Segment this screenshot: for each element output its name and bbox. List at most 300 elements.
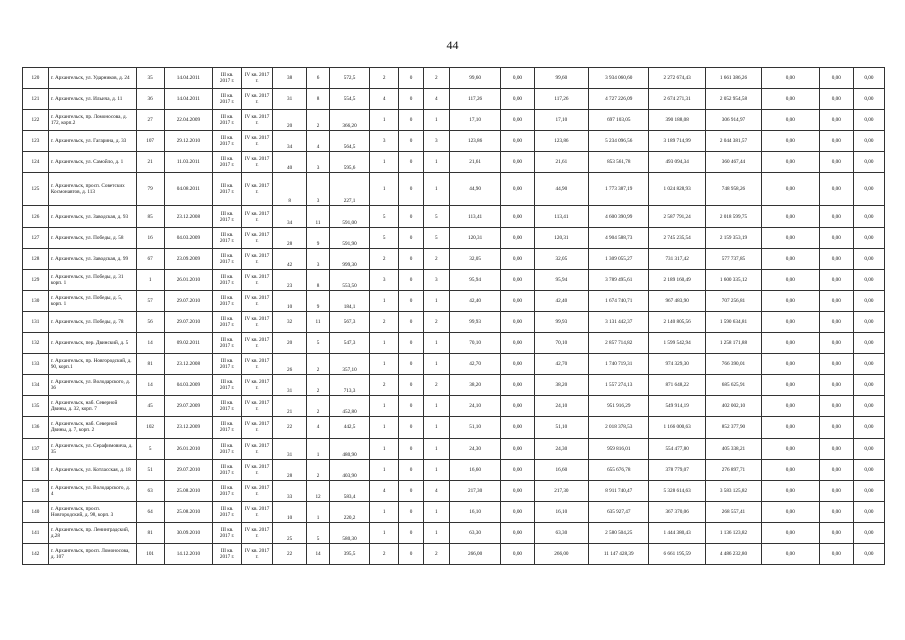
amount-cell: 0,00 xyxy=(761,480,819,501)
amount-cell: 0,00 xyxy=(819,354,853,375)
date-cell: 04.03.2009 xyxy=(164,375,213,396)
amount-cell: 0,00 xyxy=(761,417,819,438)
area-total-cell: 113,41 xyxy=(449,206,501,227)
value-cell: 9 xyxy=(307,227,330,248)
start-quarter-cell: III кв. 2017 г. xyxy=(213,68,242,89)
row-number-cell: 142 xyxy=(23,543,49,564)
address-cell: г. Архангельск, ул. Победы, д. 31 корп. 1 xyxy=(48,269,136,290)
value-cell: 1 xyxy=(307,501,330,522)
value-cell: 2 xyxy=(307,396,330,417)
count-cell: 1 xyxy=(423,396,449,417)
amount-cell: 853 561,78 xyxy=(589,152,649,173)
start-quarter-cell: III кв. 2017 г. xyxy=(213,173,242,206)
value-cell: 26 xyxy=(273,354,307,375)
area-cell: 0,00 xyxy=(501,311,534,332)
area-cell: 0,00 xyxy=(501,206,534,227)
date-cell: 14.04.2011 xyxy=(164,89,213,110)
area-cell: 0,00 xyxy=(501,522,534,543)
area-total-cell: 24,10 xyxy=(449,396,501,417)
value-cell: 22 xyxy=(273,417,307,438)
area-total-cell: 123,86 xyxy=(449,131,501,152)
amount-cell: 3 131 442,37 xyxy=(589,311,649,332)
area-cell: 123,86 xyxy=(534,131,589,152)
count-cell: 2 xyxy=(370,68,399,89)
area-total-cell: 16,60 xyxy=(449,459,501,480)
area-total-cell: 21,61 xyxy=(449,152,501,173)
area-cell: 220,2 xyxy=(329,501,369,522)
count-cell: 5 xyxy=(423,206,449,227)
table-row xyxy=(23,110,885,131)
table-row xyxy=(23,152,885,173)
area-total-cell: 99,60 xyxy=(449,68,501,89)
amount-cell: 0,00 xyxy=(819,438,853,459)
area-cell: 553,50 xyxy=(329,269,369,290)
area-total-cell: 95,94 xyxy=(449,269,501,290)
date-cell: 30.09.2010 xyxy=(164,522,213,543)
address-cell: г. Архангельск, ул. Заводская, д. 99 xyxy=(48,248,136,269)
amount-cell: 390 188,08 xyxy=(649,110,706,131)
page-number: 44 xyxy=(446,38,459,52)
amount-cell: 0,00 xyxy=(761,173,819,206)
amount-cell: 4 486 232,80 xyxy=(706,543,762,564)
amount-cell: 0,00 xyxy=(761,396,819,417)
end-quarter-cell: IV кв. 2017 г. xyxy=(242,522,273,543)
address-cell: г. Архангельск, ул. Победы, д. 58 xyxy=(48,227,136,248)
area-total-cell: 32,05 xyxy=(449,248,501,269)
table-row xyxy=(23,417,885,438)
start-quarter-cell: III кв. 2017 г. xyxy=(213,480,242,501)
table-row xyxy=(23,227,885,248)
area-cell: 591,90 xyxy=(329,227,369,248)
area-cell: 595,6 xyxy=(329,152,369,173)
amount-cell: 3 189 714,99 xyxy=(649,131,706,152)
count-cell: 4 xyxy=(423,480,449,501)
end-quarter-cell: IV кв. 2017 г. xyxy=(242,110,273,131)
start-quarter-cell: III кв. 2017 г. xyxy=(213,152,242,173)
area-cell: 17,10 xyxy=(534,110,589,131)
address-cell: г. Архангельск, ул. Володарского, д. 36 xyxy=(48,375,136,396)
count-cell: 2 xyxy=(423,248,449,269)
document-number-cell: 36 xyxy=(136,89,164,110)
area-cell: 217,30 xyxy=(534,480,589,501)
address-cell: г. Архангельск, ул. Ильича, д. 11 xyxy=(48,89,136,110)
count-cell: 4 xyxy=(370,480,399,501)
amount-cell: 1 166 000,63 xyxy=(649,417,706,438)
table-row xyxy=(23,269,885,290)
area-cell: 99,93 xyxy=(534,311,589,332)
area-cell: 0,00 xyxy=(501,501,534,522)
area-cell: 0,00 xyxy=(501,131,534,152)
amount-cell: 0,00 xyxy=(819,522,853,543)
value-cell: 28 xyxy=(273,227,307,248)
count-cell: 2 xyxy=(370,543,399,564)
area-cell: 591,00 xyxy=(329,206,369,227)
count-cell: 0 xyxy=(399,227,424,248)
end-quarter-cell: IV кв. 2017 г. xyxy=(242,311,273,332)
area-cell: 70,10 xyxy=(534,333,589,354)
row-number-cell: 123 xyxy=(23,131,49,152)
count-cell: 0 xyxy=(399,354,424,375)
area-total-cell: 24,30 xyxy=(449,438,501,459)
row-number-cell: 120 xyxy=(23,68,49,89)
value-cell: 5 xyxy=(307,333,330,354)
start-quarter-cell: III кв. 2017 г. xyxy=(213,110,242,131)
value-cell: 4 xyxy=(307,417,330,438)
amount-cell: 0,00 xyxy=(761,438,819,459)
value-cell: 20 xyxy=(273,110,307,131)
end-quarter-cell: IV кв. 2017 г. xyxy=(242,290,273,311)
count-cell: 2 xyxy=(370,375,399,396)
start-quarter-cell: III кв. 2017 г. xyxy=(213,227,242,248)
amount-cell: 2 674 271,31 xyxy=(649,89,706,110)
amount-cell: 0,00 xyxy=(819,89,853,110)
count-cell: 0 xyxy=(399,269,424,290)
value-cell: 34 xyxy=(273,131,307,152)
amount-cell: 707 256,81 xyxy=(706,290,762,311)
end-quarter-cell: IV кв. 2017 г. xyxy=(242,333,273,354)
count-cell: 0 xyxy=(399,459,424,480)
area-cell: 0,00 xyxy=(501,68,534,89)
start-quarter-cell: III кв. 2017 г. xyxy=(213,131,242,152)
amount-cell: 1 661 386,26 xyxy=(706,68,762,89)
table-row xyxy=(23,206,885,227)
document-number-cell: 81 xyxy=(136,522,164,543)
amount-cell: 0,00 xyxy=(819,480,853,501)
amount-cell: 0,00 xyxy=(853,543,884,564)
amount-cell: 2 580 504,25 xyxy=(589,522,649,543)
area-cell: 120,31 xyxy=(534,227,589,248)
row-number-cell: 135 xyxy=(23,396,49,417)
area-cell: 0,00 xyxy=(501,290,534,311)
start-quarter-cell: III кв. 2017 г. xyxy=(213,89,242,110)
date-cell: 29.07.2010 xyxy=(164,290,213,311)
amount-cell: 0,00 xyxy=(761,269,819,290)
count-cell: 0 xyxy=(399,248,424,269)
amount-cell: 0,00 xyxy=(819,248,853,269)
document-number-cell: 14 xyxy=(136,375,164,396)
end-quarter-cell: IV кв. 2017 г. xyxy=(242,68,273,89)
count-cell: 1 xyxy=(423,501,449,522)
amount-cell: 0,00 xyxy=(819,375,853,396)
area-cell: 0,00 xyxy=(501,375,534,396)
area-cell: 0,00 xyxy=(501,354,534,375)
amount-cell: 0,00 xyxy=(761,354,819,375)
count-cell: 1 xyxy=(370,522,399,543)
row-number-cell: 132 xyxy=(23,333,49,354)
table-row xyxy=(23,543,885,564)
amount-cell: 0,00 xyxy=(761,68,819,89)
end-quarter-cell: IV кв. 2017 г. xyxy=(242,152,273,173)
end-quarter-cell: IV кв. 2017 г. xyxy=(242,248,273,269)
count-cell: 2 xyxy=(423,543,449,564)
end-quarter-cell: IV кв. 2017 г. xyxy=(242,206,273,227)
count-cell: 1 xyxy=(370,152,399,173)
amount-cell: 0,00 xyxy=(819,459,853,480)
date-cell: 09.02.2011 xyxy=(164,333,213,354)
area-cell: 0,00 xyxy=(501,480,534,501)
date-cell: 25.08.2010 xyxy=(164,480,213,501)
start-quarter-cell: III кв. 2017 г. xyxy=(213,248,242,269)
area-total-cell: 42,70 xyxy=(449,354,501,375)
value-cell: 31 xyxy=(273,89,307,110)
amount-cell: 0,00 xyxy=(819,269,853,290)
amount-cell: 549 914,19 xyxy=(649,396,706,417)
document-number-cell: 14 xyxy=(136,333,164,354)
row-number-cell: 122 xyxy=(23,110,49,131)
count-cell: 0 xyxy=(399,311,424,332)
area-cell: 0,00 xyxy=(501,438,534,459)
address-cell: г. Архангельск, ул. Заводская, д. 93 xyxy=(48,206,136,227)
count-cell: 0 xyxy=(399,333,424,354)
value-cell: 8 xyxy=(307,269,330,290)
area-cell: 547,3 xyxy=(329,333,369,354)
area-cell: 564,5 xyxy=(329,131,369,152)
area-cell: 24,10 xyxy=(534,396,589,417)
area-cell: 16,60 xyxy=(534,459,589,480)
count-cell: 0 xyxy=(399,68,424,89)
area-total-cell: 42,40 xyxy=(449,290,501,311)
count-cell: 1 xyxy=(370,290,399,311)
amount-cell: 0,00 xyxy=(853,501,884,522)
amount-cell: 0,00 xyxy=(819,501,853,522)
amount-cell: 852 377,90 xyxy=(706,417,762,438)
table-row xyxy=(23,248,885,269)
amount-cell: 0,00 xyxy=(853,459,884,480)
count-cell: 0 xyxy=(399,89,424,110)
count-cell: 0 xyxy=(399,543,424,564)
area-cell: 0,00 xyxy=(501,417,534,438)
address-cell: г. Архангельск, ул. Самойло, д. 1 xyxy=(48,152,136,173)
date-cell: 22.04.2009 xyxy=(164,110,213,131)
table-row xyxy=(23,89,885,110)
amount-cell: 0,00 xyxy=(819,396,853,417)
value-cell: 10 xyxy=(273,290,307,311)
row-number-cell: 141 xyxy=(23,522,49,543)
table-row xyxy=(23,333,885,354)
row-number-cell: 133 xyxy=(23,354,49,375)
amount-cell: 1 674 740,71 xyxy=(589,290,649,311)
area-cell: 0,00 xyxy=(501,227,534,248)
start-quarter-cell: III кв. 2017 г. xyxy=(213,438,242,459)
amount-cell: 4 727 226,09 xyxy=(589,89,649,110)
document-number-cell: 21 xyxy=(136,152,164,173)
amount-cell: 0,00 xyxy=(761,152,819,173)
amount-cell: 0,00 xyxy=(761,227,819,248)
document-number-cell: 79 xyxy=(136,173,164,206)
amount-cell: 0,00 xyxy=(853,438,884,459)
amount-cell: 951 916,29 xyxy=(589,396,649,417)
amount-cell: 0,00 xyxy=(761,248,819,269)
start-quarter-cell: III кв. 2017 г. xyxy=(213,522,242,543)
address-cell: г. Архангельск, наб. Северной Двины, д. 32, корп. 7 xyxy=(48,396,136,417)
count-cell: 1 xyxy=(423,459,449,480)
amount-cell: 0,00 xyxy=(819,68,853,89)
date-cell: 11.03.2011 xyxy=(164,152,213,173)
count-cell: 3 xyxy=(423,269,449,290)
address-cell: г. Архангельск, просп. Ломоносова, д. 107 xyxy=(48,543,136,564)
count-cell: 5 xyxy=(370,227,399,248)
amount-cell: 959 816,01 xyxy=(589,438,649,459)
table-row xyxy=(23,173,885,206)
amount-cell: 0,00 xyxy=(853,522,884,543)
amount-cell: 0,00 xyxy=(819,290,853,311)
amount-cell: 0,00 xyxy=(761,110,819,131)
value-cell: 3 xyxy=(307,152,330,173)
table-row xyxy=(23,311,885,332)
amount-cell: 8 911 740,47 xyxy=(589,480,649,501)
count-cell: 3 xyxy=(370,131,399,152)
document-number-cell: 45 xyxy=(136,396,164,417)
value-cell: 3 xyxy=(307,248,330,269)
end-quarter-cell: IV кв. 2017 г. xyxy=(242,354,273,375)
count-cell: 3 xyxy=(423,131,449,152)
amount-cell: 402 002,10 xyxy=(706,396,762,417)
area-cell: 0,00 xyxy=(501,152,534,173)
table-row xyxy=(23,131,885,152)
count-cell: 1 xyxy=(370,417,399,438)
amount-cell: 0,00 xyxy=(853,354,884,375)
area-total-cell: 63,30 xyxy=(449,522,501,543)
amount-cell: 0,00 xyxy=(761,333,819,354)
amount-cell: 0,00 xyxy=(761,311,819,332)
value-cell: 11 xyxy=(307,206,330,227)
count-cell: 1 xyxy=(423,333,449,354)
value-cell: 6 xyxy=(307,68,330,89)
amount-cell: 0,00 xyxy=(819,173,853,206)
value-cell: 25 xyxy=(273,522,307,543)
document-number-cell: 16 xyxy=(136,227,164,248)
area-cell: 42,70 xyxy=(534,354,589,375)
amount-cell: 0,00 xyxy=(819,227,853,248)
end-quarter-cell: IV кв. 2017 г. xyxy=(242,173,273,206)
amount-cell: 0,00 xyxy=(853,68,884,89)
table-row xyxy=(23,522,885,543)
area-total-cell: 16,10 xyxy=(449,501,501,522)
amount-cell: 554 477,80 xyxy=(649,438,706,459)
amount-cell: 0,00 xyxy=(853,333,884,354)
address-cell: г. Архангельск, ул. Ударников, д. 24 xyxy=(48,68,136,89)
amount-cell: 5 234 096,56 xyxy=(589,131,649,152)
address-cell: г. Архангельск, пр. Ломоносова, д. 172, корп.2 xyxy=(48,110,136,131)
start-quarter-cell: III кв. 2017 г. xyxy=(213,206,242,227)
amount-cell: 0,00 xyxy=(819,543,853,564)
count-cell: 0 xyxy=(399,131,424,152)
area-cell: 480,90 xyxy=(329,438,369,459)
start-quarter-cell: III кв. 2017 г. xyxy=(213,375,242,396)
amount-cell: 0,00 xyxy=(819,333,853,354)
end-quarter-cell: IV кв. 2017 г. xyxy=(242,438,273,459)
amount-cell: 0,00 xyxy=(819,311,853,332)
table-body xyxy=(23,68,885,565)
count-cell: 4 xyxy=(370,89,399,110)
table-row xyxy=(23,438,885,459)
end-quarter-cell: IV кв. 2017 г. xyxy=(242,480,273,501)
count-cell: 5 xyxy=(370,206,399,227)
document-number-cell: 5 xyxy=(136,438,164,459)
amount-cell: 0,00 xyxy=(819,110,853,131)
count-cell: 1 xyxy=(370,173,399,206)
amount-cell: 1 024 828,93 xyxy=(649,173,706,206)
address-cell: г. Архангельск, ул. Котласская, д. 18 xyxy=(48,459,136,480)
amount-cell: 0,00 xyxy=(853,227,884,248)
count-cell: 3 xyxy=(370,269,399,290)
amount-cell: 276 897,71 xyxy=(706,459,762,480)
area-total-cell: 217,30 xyxy=(449,480,501,501)
amount-cell: 0,00 xyxy=(761,131,819,152)
count-cell: 1 xyxy=(423,522,449,543)
date-cell: 25.08.2010 xyxy=(164,501,213,522)
amount-cell: 367 370,06 xyxy=(649,501,706,522)
end-quarter-cell: IV кв. 2017 г. xyxy=(242,501,273,522)
amount-cell: 4 904 588,73 xyxy=(589,227,649,248)
count-cell: 0 xyxy=(399,375,424,396)
count-cell: 0 xyxy=(399,152,424,173)
count-cell: 5 xyxy=(423,227,449,248)
value-cell: 42 xyxy=(273,248,307,269)
area-cell: 999,30 xyxy=(329,248,369,269)
count-cell: 1 xyxy=(370,438,399,459)
amount-cell: 655 676,78 xyxy=(589,459,649,480)
area-cell: 0,00 xyxy=(501,543,534,564)
amount-cell: 2 140 805,56 xyxy=(649,311,706,332)
row-number-cell: 127 xyxy=(23,227,49,248)
amount-cell: 5 328 614,63 xyxy=(649,480,706,501)
area-cell: 0,00 xyxy=(501,396,534,417)
amount-cell: 268 557,41 xyxy=(706,501,762,522)
value-cell: 2 xyxy=(307,459,330,480)
value-cell: 2 xyxy=(307,375,330,396)
date-cell: 23.09.2009 xyxy=(164,248,213,269)
area-total-cell: 117,26 xyxy=(449,89,501,110)
value-cell: 28 xyxy=(273,459,307,480)
start-quarter-cell: III кв. 2017 г. xyxy=(213,543,242,564)
date-cell: 29.07.2009 xyxy=(164,396,213,417)
date-cell: 23.12.2009 xyxy=(164,417,213,438)
count-cell: 0 xyxy=(399,110,424,131)
housing-registry-table xyxy=(22,67,885,565)
area-total-cell: 120,31 xyxy=(449,227,501,248)
amount-cell: 0,00 xyxy=(761,501,819,522)
date-cell: 04.03.2009 xyxy=(164,227,213,248)
row-number-cell: 136 xyxy=(23,417,49,438)
value-cell: 31 xyxy=(273,375,307,396)
document-number-cell: 57 xyxy=(136,290,164,311)
amount-cell: 685 625,91 xyxy=(706,375,762,396)
count-cell: 0 xyxy=(399,396,424,417)
area-cell: 42,40 xyxy=(534,290,589,311)
document-number-cell: 35 xyxy=(136,68,164,89)
document-number-cell: 107 xyxy=(136,131,164,152)
amount-cell: 0,00 xyxy=(853,206,884,227)
start-quarter-cell: III кв. 2017 г. xyxy=(213,290,242,311)
amount-cell: 766 390,01 xyxy=(706,354,762,375)
row-number-cell: 139 xyxy=(23,480,49,501)
value-cell: 9 xyxy=(307,290,330,311)
document-number-cell: 51 xyxy=(136,459,164,480)
end-quarter-cell: IV кв. 2017 г. xyxy=(242,543,273,564)
address-cell: г. Архангельск, ул. Гагарина, д. 33 xyxy=(48,131,136,152)
count-cell: 0 xyxy=(399,438,424,459)
amount-cell: 2 587 791,24 xyxy=(649,206,706,227)
amount-cell: 1 258 171,88 xyxy=(706,333,762,354)
area-total-cell: 44,90 xyxy=(449,173,501,206)
count-cell: 0 xyxy=(399,480,424,501)
end-quarter-cell: IV кв. 2017 г. xyxy=(242,459,273,480)
area-cell: 583,4 xyxy=(329,480,369,501)
area-cell: 63,30 xyxy=(534,522,589,543)
address-cell: г. Архангельск, ул. Серафимовича, д. 35 xyxy=(48,438,136,459)
start-quarter-cell: III кв. 2017 г. xyxy=(213,311,242,332)
